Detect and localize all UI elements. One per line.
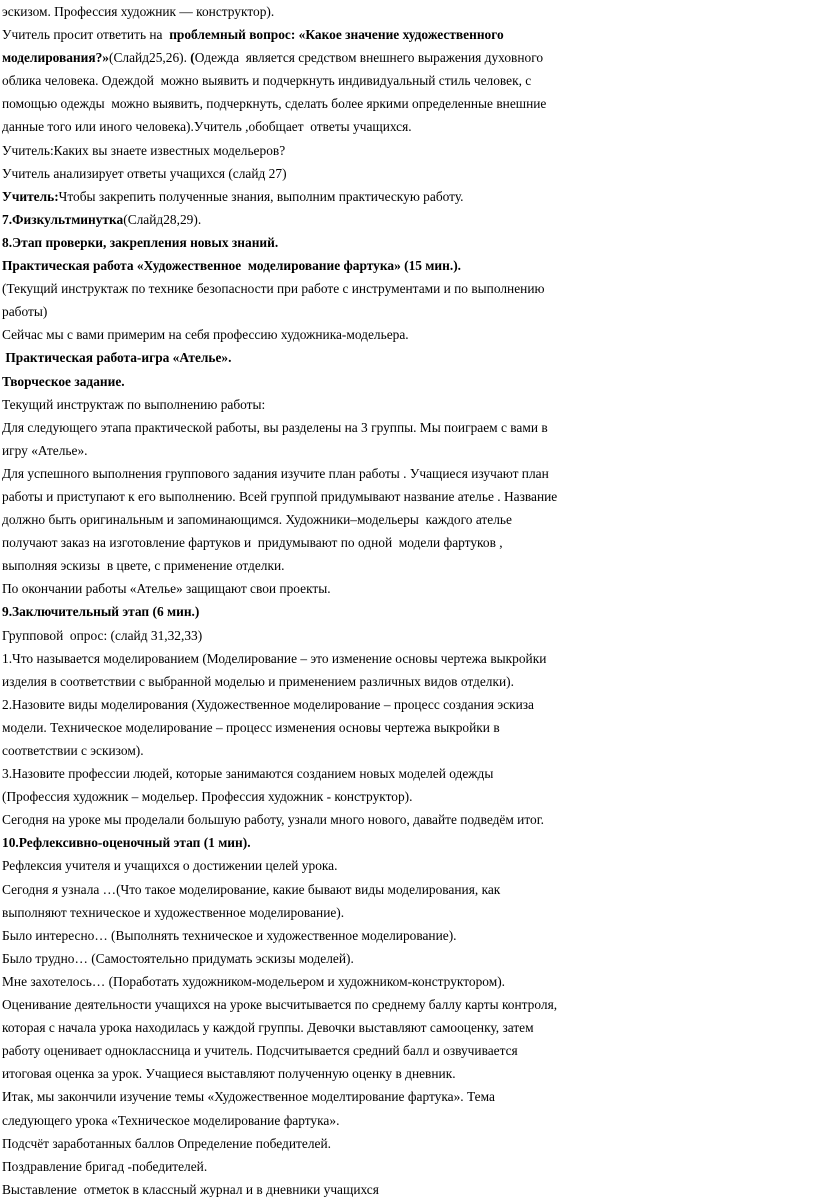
text-run: работы) xyxy=(2,304,48,320)
text-run: игру «Ателье». xyxy=(2,442,88,458)
text-line xyxy=(2,231,816,254)
text-run: Текущий инструктаж по выполнению работы: xyxy=(2,396,266,412)
text-run: Подсчёт заработанных баллов Определение победителей. xyxy=(2,1135,331,1151)
bold-text-run: Творческое задание. xyxy=(2,373,125,389)
text-line xyxy=(2,92,816,115)
text-run: Выставление отметок в классный журнал и в дневники учащихся xyxy=(2,1181,379,1197)
text-line xyxy=(2,1178,816,1201)
text-run: Одежда является средством внешнего выражения духовного xyxy=(194,50,544,66)
text-run: работы и приступают к его выполнению. Всей группой придумывают название ателье . Название xyxy=(2,488,558,504)
text-line xyxy=(2,970,816,993)
text-run: Сегодня я узнала …(Что такое моделирование, какие бывают виды моделирования, как xyxy=(2,881,501,897)
text-line xyxy=(2,785,816,808)
text-run: выполняют техническое и художественное моделирование). xyxy=(2,904,345,920)
text-run: которая с начала урока находилась у каждой группы. Девочки выставляют самооценку, затем xyxy=(2,1020,534,1036)
text-run: Поздравление бригад -победителей. xyxy=(2,1158,208,1174)
text-line xyxy=(2,416,816,439)
text-run: 3.Назовите профессии людей, которые занимаются созданием новых моделей одежды xyxy=(2,766,494,782)
bold-text-run: Учитель: xyxy=(2,188,59,204)
text-line xyxy=(2,0,816,23)
text-line xyxy=(2,1085,816,1108)
text-run: итоговая оценка за урок. Учащиеся выставляют полученную оценку в дневник. xyxy=(2,1066,456,1082)
text-run: (Слайд25,26). xyxy=(109,50,191,66)
text-run: Мне захотелось… (Поработать художником-модельером и художником-конструктором). xyxy=(2,973,506,989)
text-line xyxy=(2,901,816,924)
text-line xyxy=(2,370,816,393)
text-run: 2.Назовите виды моделирования (Художественное моделирование – процесс создания эскиза xyxy=(2,696,534,712)
text-run: облика человека. Одеждой можно выявить и подчеркнуть индивидуальный стиль человек, с xyxy=(2,73,532,89)
text-run: данные того или иного человека).Учитель ,обобщает ответы учащихся. xyxy=(2,119,412,135)
text-line xyxy=(2,947,816,970)
text-run: (Профессия художник – модельер. Профессия художник - конструктор). xyxy=(2,789,413,805)
text-run: Учитель просит ответить на xyxy=(2,27,170,43)
text-line xyxy=(2,346,816,369)
text-line xyxy=(2,208,816,231)
text-run: изделия в соответствии с выбранной моделью и применением различных видов отделки). xyxy=(2,673,514,689)
text-line xyxy=(2,300,816,323)
text-run: Учитель:Каких вы знаете известных модельеров? xyxy=(2,142,286,158)
text-line xyxy=(2,878,816,901)
text-line xyxy=(2,739,816,762)
text-run: Учитель анализирует ответы учащихся (слайд 27) xyxy=(2,165,287,181)
text-run: По окончании работы «Ателье» защищают свои проекты. xyxy=(2,581,331,597)
text-line xyxy=(2,485,816,508)
text-line xyxy=(2,185,816,208)
text-line xyxy=(2,762,816,785)
text-run: Групповой опрос: (слайд 31,32,33) xyxy=(2,627,203,643)
text-run: Было трудно… (Самостоятельно придумать эскизы моделей). xyxy=(2,950,354,966)
text-line xyxy=(2,993,816,1016)
text-line xyxy=(2,139,816,162)
text-run: Оценивание деятельности учащихся на уроке высчитывается по среднему баллу карты контроля, xyxy=(2,997,558,1013)
text-line xyxy=(2,1155,816,1178)
text-line xyxy=(2,924,816,947)
text-line xyxy=(2,393,816,416)
text-line xyxy=(2,23,816,46)
text-line xyxy=(2,854,816,877)
bold-text-run: Практическая работа-игра «Ателье». xyxy=(2,350,232,366)
text-run: Чтобы закрепить полученные знания, выполним практическую работу. xyxy=(58,188,464,204)
text-run: Для следующего этапа практической работы, вы разделены на 3 группы. Мы поиграем с вами в xyxy=(2,419,548,435)
text-run: Рефлексия учителя и учащихся о достижении целей урока. xyxy=(2,858,338,874)
text-line xyxy=(2,277,816,300)
text-line xyxy=(2,1062,816,1085)
text-run: соответствии с эскизом). xyxy=(2,743,144,758)
text-line xyxy=(2,716,816,739)
text-run: следующего урока «Техническое моделирование фартука». xyxy=(2,1112,340,1128)
text-line xyxy=(2,531,816,554)
text-line xyxy=(2,69,816,92)
text-line xyxy=(2,808,816,831)
text-line xyxy=(2,600,816,623)
text-line xyxy=(2,624,816,647)
text-line xyxy=(2,1016,816,1039)
bold-text-run: проблемный вопрос: «Какое значение художественного xyxy=(169,27,504,43)
text-run: Было интересно… (Выполнять техническое и художественное моделирование). xyxy=(2,927,457,943)
text-line xyxy=(2,508,816,531)
text-line xyxy=(2,323,816,346)
text-line xyxy=(2,554,816,577)
text-line xyxy=(2,693,816,716)
text-run: (Текущий инструктаж по технике безопасности при работе с инструментами и по выполнению xyxy=(2,281,545,297)
text-run: помощью одежды можно выявить, подчеркнуть, сделать более яркими определенные внешние xyxy=(2,96,547,112)
text-run: эскизом. Профессия художник — конструктор). xyxy=(2,4,275,19)
text-line xyxy=(2,647,816,670)
bold-text-run: Практическая работа «Художественное моделирование фартука» (15 мин.). xyxy=(2,258,462,274)
text-line xyxy=(2,254,816,277)
text-line xyxy=(2,439,816,462)
text-run: Сейчас мы с вами примерим на себя профессию художника-модельера. xyxy=(2,327,409,343)
text-run: 1.Что называется моделированием (Моделирование – это изменение основы чертежа выкройки xyxy=(2,650,547,666)
bold-text-run: моделирования?» xyxy=(2,50,110,66)
text-line xyxy=(2,1039,816,1062)
bold-text-run: ( xyxy=(190,50,195,66)
text-run: получают заказ на изготовление фартуков и придумывают по одной модели фартуков , xyxy=(2,535,503,551)
text-line xyxy=(2,831,816,854)
text-run: Для успешного выполнения группового задания изучите план работы . Учащиеся изучают план xyxy=(2,465,549,481)
text-line xyxy=(2,1109,816,1132)
text-line xyxy=(2,115,816,138)
text-line xyxy=(2,162,816,185)
bold-text-run: 10.Рефлексивно-оценочный этап (1 мин). xyxy=(2,835,251,851)
bold-text-run: 9.Заключительный этап (6 мин.) xyxy=(2,604,200,620)
text-line xyxy=(2,670,816,693)
text-line xyxy=(2,462,816,485)
text-run: модели. Техническое моделирование – процесс изменения основы чертежа выкройки в xyxy=(2,719,500,735)
text-run: работу оценивает одноклассница и учитель. Подсчитывается средний балл и озвучивается xyxy=(2,1043,518,1059)
text-run: (Слайд28,29). xyxy=(123,211,202,227)
text-run: Итак, мы закончили изучение темы «Художественное моделтирование фартука». Тема xyxy=(2,1089,495,1105)
bold-text-run: 7.Физкультминутка xyxy=(2,211,124,227)
bold-text-run: 8.Этап проверки, закрепления новых знаний. xyxy=(2,234,279,250)
text-line xyxy=(2,577,816,600)
text-line xyxy=(2,46,816,69)
text-line xyxy=(2,1132,816,1155)
text-run: должно быть оригинальным и запоминающимся. Художники–модельеры каждого ателье xyxy=(2,512,512,528)
text-run: Сегодня на уроке мы проделали большую работу, узнали много нового, давайте подведём итог. xyxy=(2,812,545,828)
text-run: выполняя эскизы в цвете, с применение отделки. xyxy=(2,558,285,574)
